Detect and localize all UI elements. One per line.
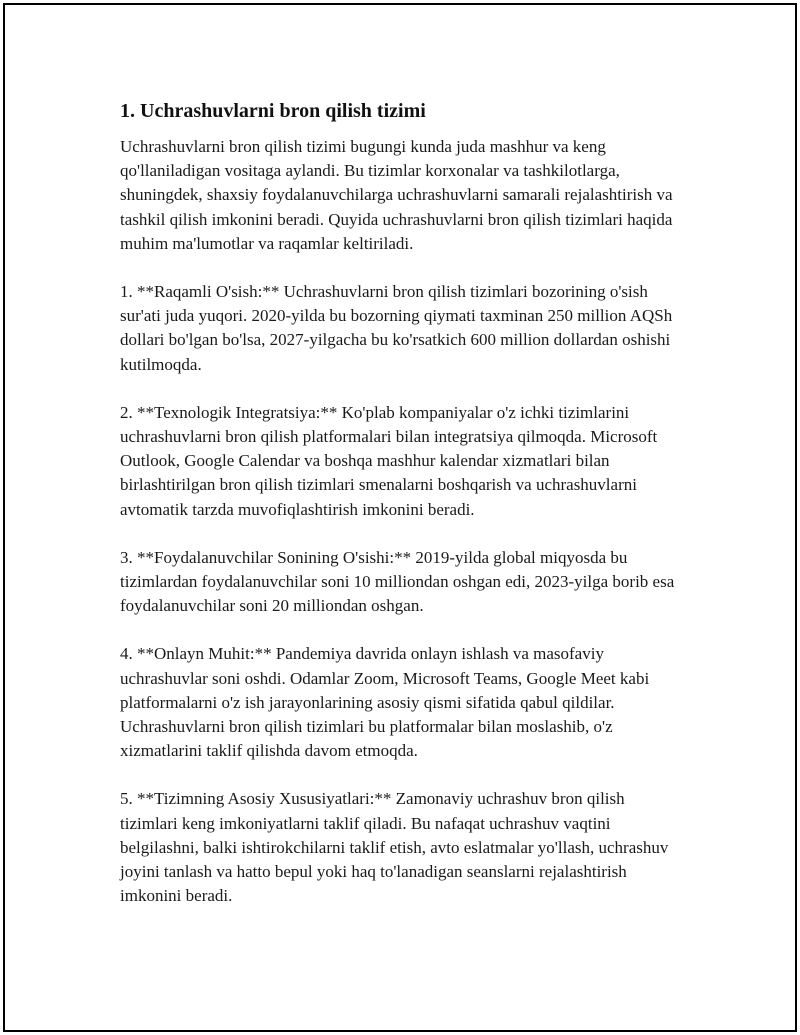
document-content [120, 97, 680, 932]
document-title: 1. Uchrashuvlarni bron qilish tizimi [120, 100, 426, 122]
document-page [3, 3, 797, 1032]
list-item-digital-growth: 1. **Raqamli O'sish:** Uchrashuvlarni bron qilish tizimlari bozorining o'sish sur'ati juda yuqori. 2020-yilda bu bozorning qiymati taxminan 250 million AQSh dollari bo'lgan bo'lsa, 2027-yilgacha bu ko'rsatkich 600 million dollardan oshishi kutilmoqda. [120, 282, 673, 374]
list-item-online-environment: 4. **Onlayn Muhit:** Pandemiya davrida onlayn ishlash va masofaviy uchrashuvlar soni oshdi. Odamlar Zoom, Microsoft Teams, Google Meet kabi platformalarni o'z ish jarayonlarining asosiy qismi sifatida qabul qildilar. Uchrashuvlarni bron qilish tizimlari bu platformalar bilan moslashib, o'z xizmatlarini taklif qilishda davom etmoqda. [120, 644, 650, 761]
list-item-user-growth: 3. **Foydalanuvchilar Sonining O'sishi:** 2019-yilda global miqyosda bu tizimlardan foydalanuvchilar soni 10 milliondan oshgan edi, 2023-yilga borib esa foydalanuvchilar soni 20 milliondan oshgan. [120, 547, 675, 616]
list-item-key-features: 5. **Tizimning Asosiy Xususiyatlari:** Zamonaviy uchrashuv bron qilish tizimlari keng imkoniyatlarni taklif qiladi. Bu nafaqat uchrashuv vaqtini belgilashni, balki ishtirokchilarni taklif etish, avto eslatmalar yo'llash, uchrashuv joyini tanlash va hatto bepul yoki haq to'lanadigan seanslarni rejalashtirish imkonini beradi. [120, 789, 669, 906]
intro-paragraph: Uchrashuvlarni bron qilish tizimi bugungi kunda juda mashhur va keng qo'llaniladigan vositaga aylandi. Bu tizimlar korxonalar va tashkilotlarga, shuningdek, shaxsiy foydalanuvchilarga uchrashuvlarni samarali rejalashtirish va tashkil qilish imkonini beradi. Quyida uchrashuvlarni bron qilish tizimlari haqida muhim ma'lumotlar va raqamlar keltiriladi. [120, 137, 673, 253]
list-item-tech-integration: 2. **Texnologik Integratsiya:** Ko'plab kompaniyalar o'z ichki tizimlarini uchrashuvlarni bron qilish platformalari bilan integratsiya qilmoqda. Microsoft Outlook, Google Calendar va boshqa mashhur kalendar xizmatlari bilan birlashtirilgan bron qilish tizimlari smenalarni boshqarish va uchrashuvlarni avtomatik tarzda muvofiqlashtirish imkonini beradi. [120, 402, 658, 519]
